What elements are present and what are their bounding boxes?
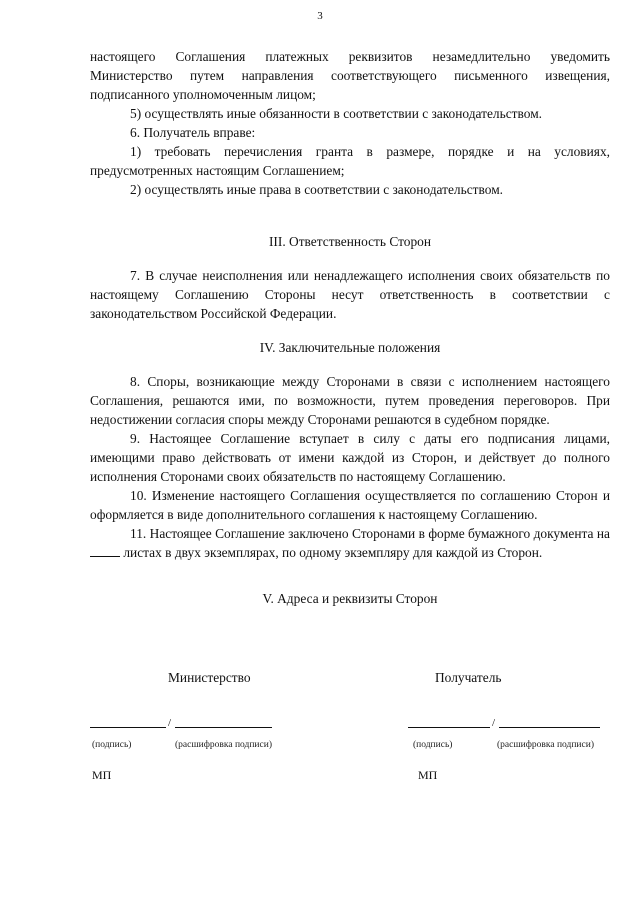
document-body: [90, 47, 610, 608]
right-decoding-caption: (расшифровка подписи): [497, 740, 594, 750]
page-number: 3: [317, 10, 323, 22]
paragraph-continuation: настоящего Соглашения платежных реквизитов незамедлительно уведомить Министерство путем направления соответствующего письменного извещения, подписанного уполномоченным лицом;: [90, 49, 610, 102]
paragraph-11-end: листах в двух экземплярах, по одному экземпляру для каждой из Сторон.: [123, 545, 543, 560]
paragraph-8: 8. Споры, возникающие между Сторонами в связи с исполнением настоящего Соглашения, решаются ими, по возможности, путем проведения переговоров. При недостижении согласия споры между Сторонами решаются в судебном порядке.: [90, 374, 610, 427]
left-signature-caption: (подпись): [92, 740, 132, 750]
right-signature-blank: [408, 727, 490, 728]
left-signature-slash: /: [168, 717, 172, 729]
section-5-title: V. Адреса и реквизиты Сторон: [262, 591, 438, 606]
paragraph-7: 7. В случае неисполнения или ненадлежащего исполнения своих обязательств по настоящему Соглашению Стороны несут ответственность в соответствии с законодательством Российской Федерации.: [90, 268, 610, 321]
right-stamp-placeholder: МП: [418, 768, 438, 782]
sheet-count-blank: [90, 544, 120, 557]
left-decoding-blank: [175, 727, 272, 728]
paragraph-11: [90, 524, 610, 562]
right-signature-slash: /: [492, 717, 496, 729]
right-decoding-blank: [499, 727, 600, 728]
left-decoding-caption: (расшифровка подписи): [175, 740, 272, 750]
right-signature-caption: (подпись): [413, 740, 453, 750]
paragraph-9: 9. Настоящее Соглашение вступает в силу с даты его подписания лицами, имеющими право действовать от имени каждой из Сторон, и действует до полного исполнения Сторонами своих обязательств по настоящему Соглашению.: [90, 431, 610, 484]
left-party-title: Министерство: [168, 670, 251, 685]
paragraph-right-1: 1) требовать перечисления гранта в размере, порядке и на условиях, предусмотренных настоящим Соглашением;: [90, 144, 610, 178]
paragraph-10: 10. Изменение настоящего Соглашения осуществляется по соглашению Сторон и оформляется в виде дополнительного соглашения к настоящему Соглашению.: [90, 488, 610, 522]
paragraph-item-6: 6. Получатель вправе:: [130, 125, 256, 140]
left-signature-blank: [90, 727, 166, 728]
left-signature-line: [90, 716, 272, 730]
paragraph-11-start: 11. Настоящее Соглашение заключено Сторонами в форме бумажного документа на: [130, 526, 610, 541]
right-signature-line: [408, 716, 600, 730]
paragraph-right-2: 2) осуществлять иные права в соответствии с законодательством.: [130, 182, 504, 197]
left-stamp-placeholder: МП: [92, 768, 112, 782]
section-3-title: III. Ответственность Сторон: [268, 234, 432, 249]
paragraph-item-5: 5) осуществлять иные обязанности в соответствии с законодательством.: [130, 106, 543, 121]
right-party-title: Получатель: [435, 670, 502, 685]
section-4-title: IV. Заключительные положения: [259, 340, 441, 355]
